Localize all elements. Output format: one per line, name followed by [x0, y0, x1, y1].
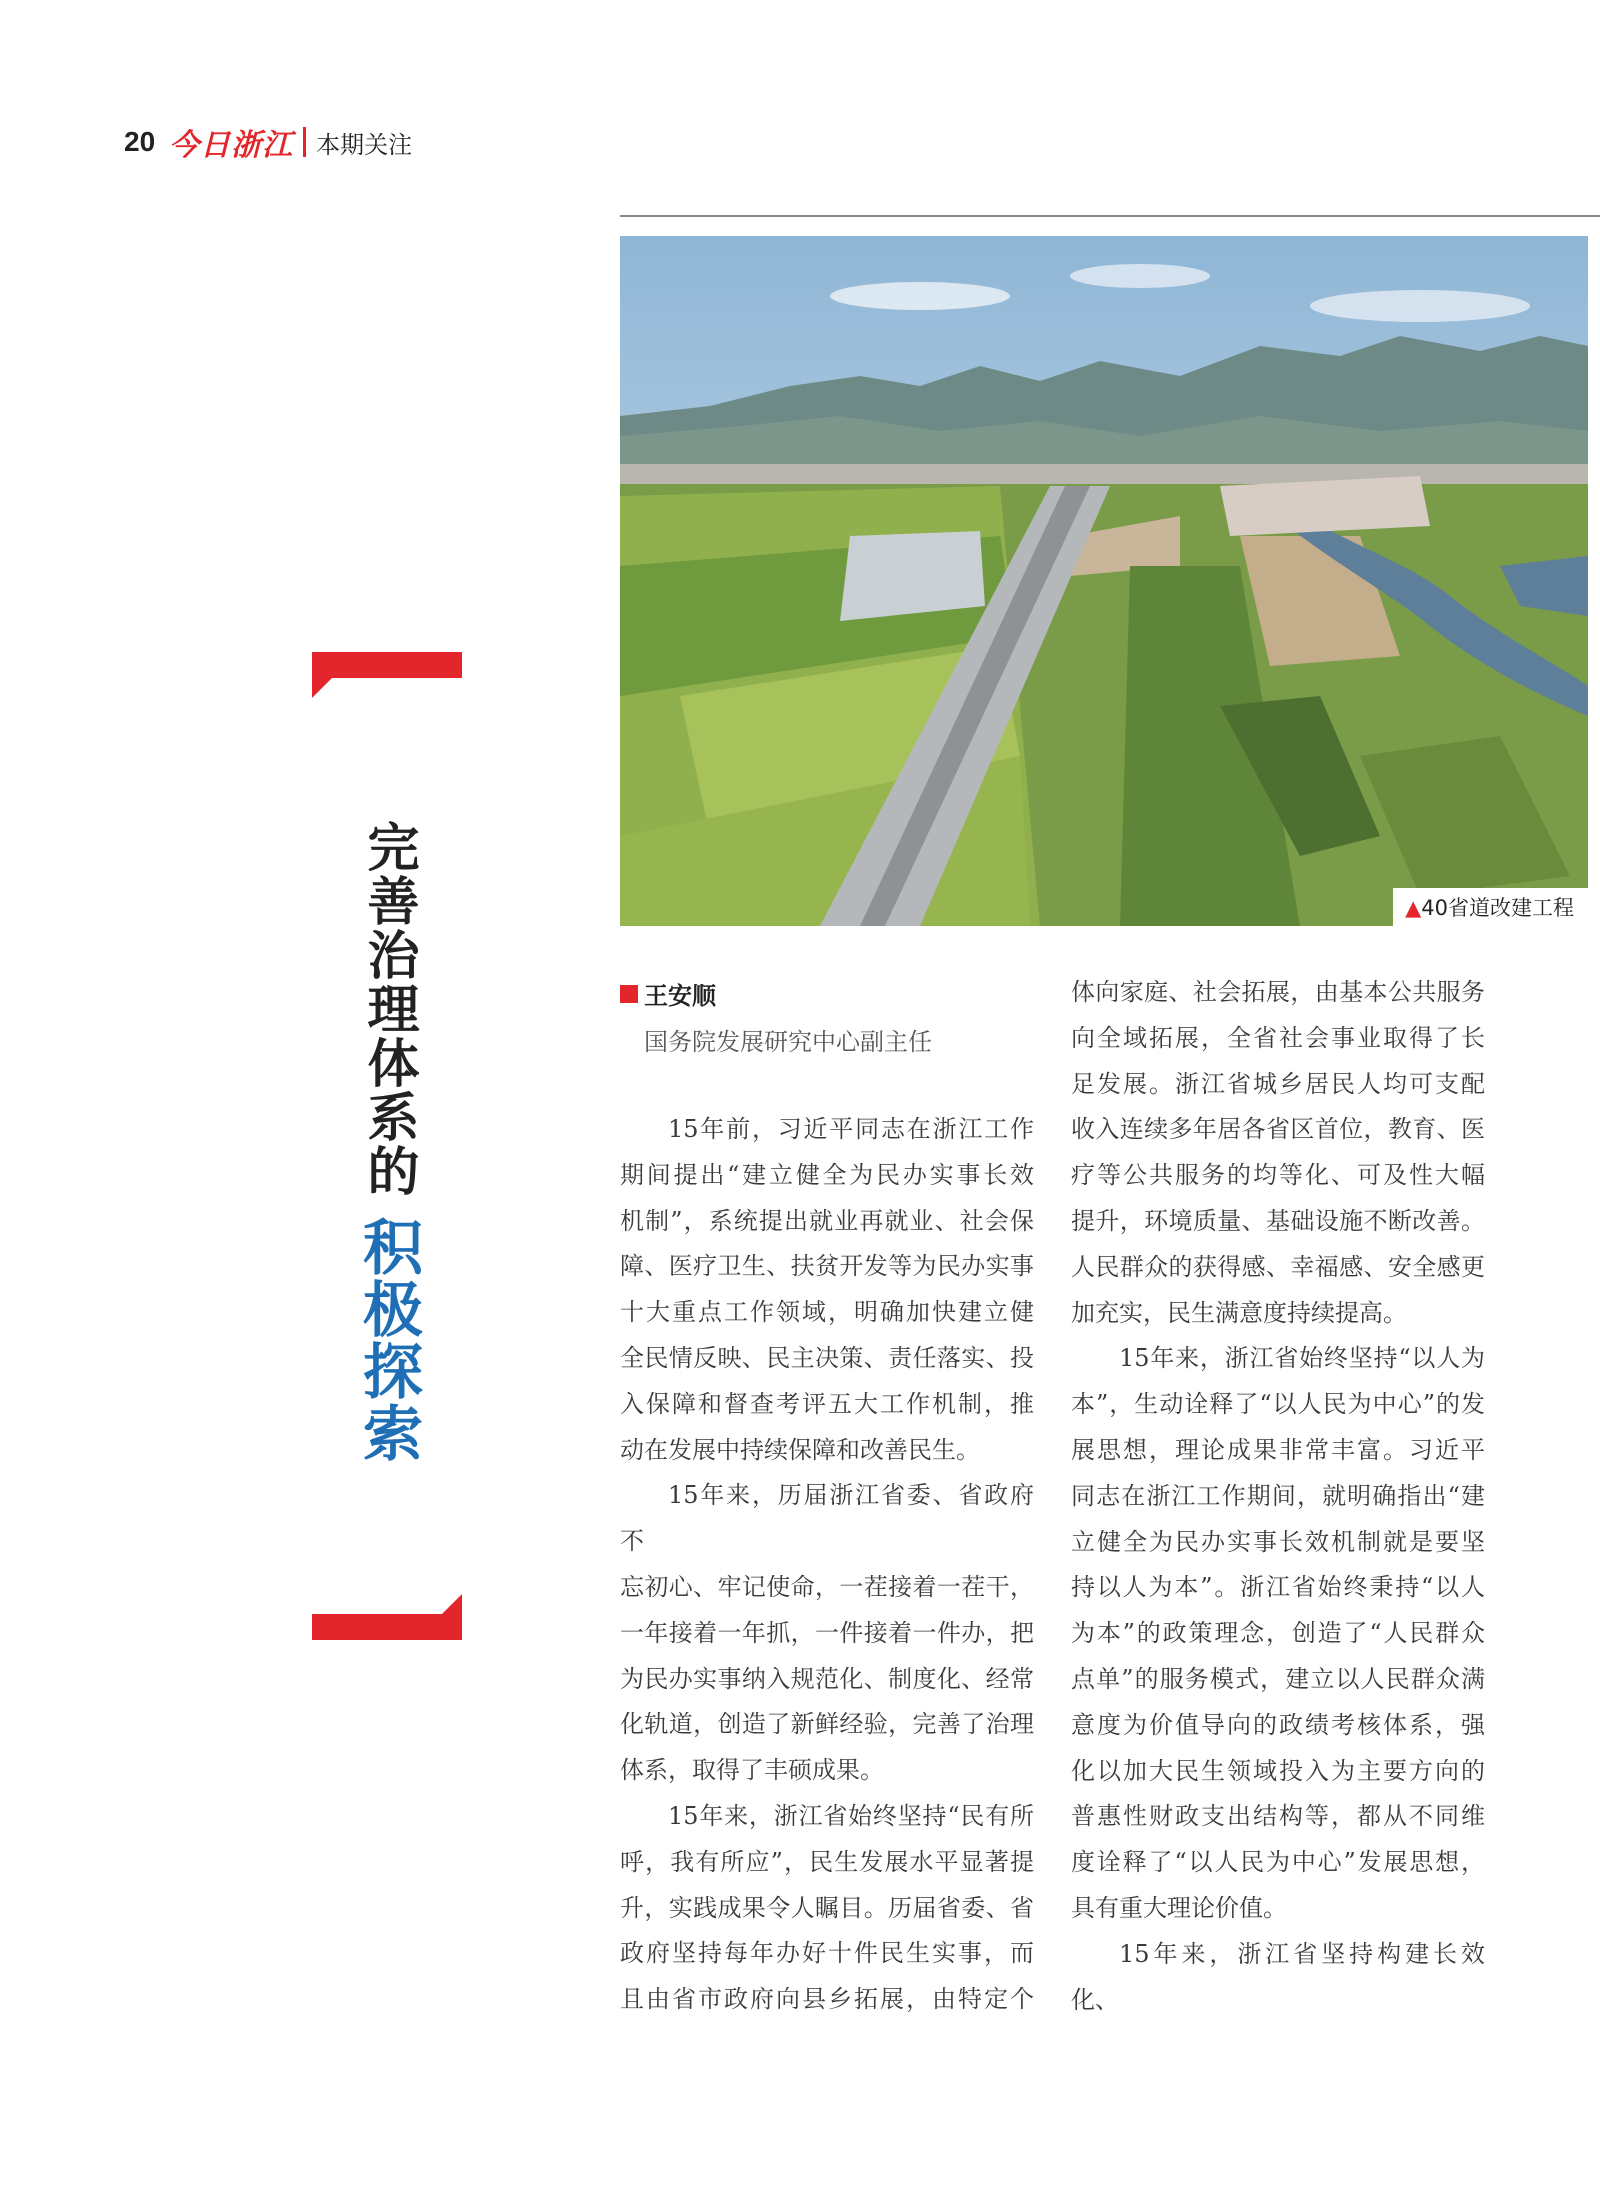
text-line: 足发展。浙江省城乡居民人均可支配	[1071, 1069, 1485, 1098]
text-line: 提升，环境质量、基础设施不断改善。	[1071, 1206, 1485, 1235]
text-line: 意度为价值导向的政绩考核体系，强	[1071, 1710, 1485, 1739]
text-line: 为民办实事纳入规范化、制度化、经常	[620, 1664, 1034, 1693]
section-name: 本期关注	[316, 130, 413, 159]
text-line: 人民群众的获得感、幸福感、安全感更	[1071, 1252, 1485, 1281]
text-line: 且由省市政府向县乡拓展，由特定个	[620, 1985, 1034, 2014]
author-affiliation: 国务院发展研究中心副主任	[644, 1028, 932, 1056]
text-line: 十大重点工作领域，明确加快建立健	[620, 1298, 1034, 1327]
author-line	[620, 976, 716, 1011]
caption-text: 40省道改建工程	[1421, 896, 1574, 920]
page-header	[124, 122, 412, 162]
text-line: 度诠释了“以人民为中心”发展思想，	[1071, 1848, 1485, 1877]
text-line: 化轨道，创造了新鲜经验，完善了治理	[620, 1710, 1034, 1739]
text-line: 入保障和督查考评五大工作机制，推	[620, 1389, 1034, 1418]
text-line: 本”，生动诠释了“以人民为中心”的发	[1071, 1390, 1485, 1419]
text-line: 展思想，理论成果非常丰富。习近平	[1071, 1435, 1485, 1464]
text-line: 忘初心、牢记使命，一茬接着一茬干，	[620, 1572, 1034, 1601]
text-line: 动在发展中持续保障和改善民生。	[620, 1435, 980, 1464]
text-line: 持以人为本”。浙江省始终秉持“以人	[1071, 1573, 1485, 1602]
header-divider	[303, 127, 306, 157]
text-line: 点单”的服务模式，建立以人民群众满	[1071, 1664, 1485, 1693]
title-part2: 积极探索	[353, 1216, 423, 1464]
title-bracket-bottom	[312, 1614, 462, 1640]
text-line: 15年前，习近平同志在浙江工作	[668, 1115, 1034, 1143]
text-line: 化以加大民生领域投入为主要方向的	[1071, 1756, 1485, 1785]
text-line: 同志在浙江工作期间，就明确指出“建	[1071, 1481, 1485, 1510]
text-line: 呼，我有所应”，民生发展水平显著提	[620, 1847, 1034, 1876]
article-title	[352, 820, 424, 1464]
text-line: 为本”的政策理念，创造了“人民群众	[1071, 1619, 1485, 1648]
title-bracket-bottom-tick	[440, 1594, 462, 1616]
text-line: 15年来，浙江省始终坚持“以人为	[1119, 1344, 1485, 1373]
text-line: 收入连续多年居各省区首位，教育、医	[1071, 1115, 1485, 1144]
magazine-logo: 今日浙江	[169, 128, 294, 163]
text-line: 15年来，浙江省坚持构建长效化、	[1071, 1939, 1485, 2014]
text-line: 期间提出“建立健全为民办实事长效	[620, 1160, 1034, 1189]
text-line: 向全域拓展，全省社会事业取得了长	[1071, 1023, 1485, 1052]
text-line: 障、医疗卫生、扶贫开发等为民办实事	[620, 1252, 1034, 1281]
text-line: 普惠性财政支出结构等，都从不同维	[1071, 1802, 1485, 1831]
title-bracket-top	[312, 652, 462, 678]
text-line: 升，实践成果令人瞩目。历届省委、省	[620, 1893, 1034, 1922]
text-line: 体向家庭、社会拓展，由基本公共服务	[1071, 978, 1485, 1006]
text-line: 具有重大理论价值。	[1071, 1893, 1287, 1922]
text-line: 15年来，历届浙江省委、省政府不	[620, 1481, 1034, 1556]
text-line: 疗等公共服务的均等化、可及性大幅	[1071, 1161, 1485, 1190]
caption-triangle-icon: ▲	[1405, 896, 1422, 920]
text-line: 加充实，民生满意度持续提高。	[1071, 1298, 1407, 1327]
body-column-left	[620, 1107, 1034, 2023]
top-rule	[620, 215, 1600, 217]
text-line: 机制”，系统提出就业再就业、社会保	[620, 1206, 1034, 1235]
text-line: 政府坚持每年办好十件民生实事，而	[620, 1939, 1034, 1968]
author-marker-icon	[620, 985, 638, 1003]
landscape-illustration	[620, 236, 1588, 926]
text-line: 15年来，浙江省始终坚持“民有所	[668, 1801, 1034, 1830]
body-column-right	[1071, 970, 1485, 2023]
page-number: 20	[124, 126, 156, 157]
text-line: 一年接着一年抓，一件接着一件办，把	[620, 1618, 1034, 1647]
text-line: 立健全为民办实事长效机制就是要坚	[1071, 1527, 1485, 1556]
text-line: 全民情反映、民主决策、责任落实、投	[620, 1343, 1034, 1372]
author-name: 王安顺	[644, 982, 716, 1010]
text-line: 体系，取得了丰硕成果。	[620, 1756, 884, 1785]
highway-photo	[620, 236, 1588, 926]
photo-caption	[1393, 888, 1588, 926]
title-bracket-top-tick	[312, 676, 334, 698]
title-part1: 完善治理体系的	[358, 820, 418, 1198]
